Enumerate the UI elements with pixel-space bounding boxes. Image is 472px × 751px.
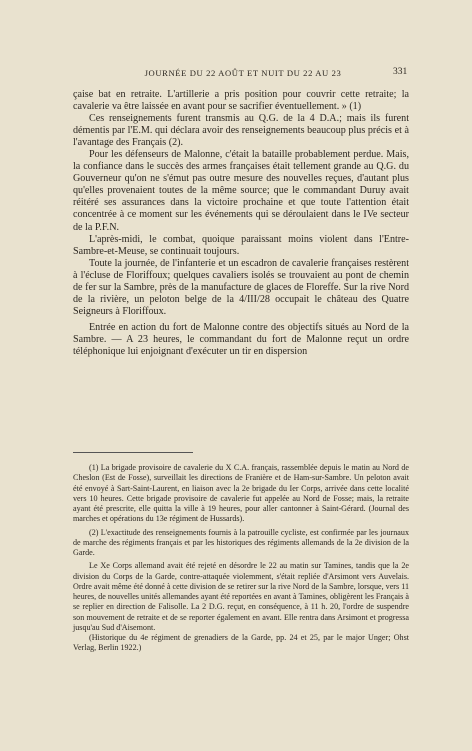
footnote: (2) L'exactitude des renseignements fournis à la patrouille cycliste, est confirmée par les journaux de marche des régiments français et par les historiques des régiments allemands de la 2e division de la Garde. [73,527,409,557]
paragraph: Pour les défenseurs de Malonne, c'était la bataille probablement perdue. Mais, la confiance dans le succès des armes françaises était tellement grande au Q.G. du Gouverneur qu'on ne s'émut pas outre mesure des nouvelles reçues, d'autant plus qu'elles provenaient toutes de la même source; que le commandant Duruy avait réitéré ses assurances dans la victoire prochaine et que toute l'attention était concentrée à ce moment sur les événements qui se déroulaient dans le IVe secteur de la P.F.N. [73,149,409,233]
footnote-rule [73,452,193,453]
page-number: 331 [393,67,408,77]
paragraph: Entrée en action du fort de Malonne contre des objectifs situés au Nord de la Sambre. — A 23 heures, le commandant du fort de Malonne reçut un ordre téléphonique lui enjoignant d'exécuter un tir en dispersion [73,321,409,357]
paragraph: L'après-midi, le combat, quoique paraissant moins violent dans l'Entre-Sambre-et-Meuse, se continuait toujours. [73,233,409,257]
paragraph: çaise bat en retraite. L'artillerie a pris position pour couvrir cette retraite; la cavalerie va être laissée en avant pour se sacrifier éventuellement. » (1) [73,89,409,113]
footnotes [73,452,409,654]
footnote: Le Xe Corps allemand avait été rejeté en désordre le 22 au matin sur Tamines, tandis que la 2e division du Corps de la Garde, contre-attaquée violemment, s'était repliée d'Arsimont vers Auvelais. Ordre avait même été donné à cette division de se retirer sur la rive Nord de la Sambre, lorsque, vers 11 heures, de nouvelles unités allemandes ayant été reportées en avant à Tamines, obligèrent les Français à se replier en direction de Falisolle. La 2 D.G. reçut, en conséquence, à 11 h. 20, l'ordre de suspendre son mouvement de retraite et de se reporter également en avant. Elle rentra dans Arsimont et progressa jusqu'au Sud d'Aisemont. [73,561,409,632]
paragraph: Toute la journée, de l'infanterie et un escadron de cavalerie françaises restèrent à l'écluse de Floriffoux; quelques cavaliers isolés se trouvaient au pont de chemin de fer sur la Sambre, près de la manufacture de glaces de Floreffe. Sur la rive Nord de la rivière, un peloton belge de la 4/III/28 occupait le château des Quatre Seigneurs à Floriffoux. [73,257,409,317]
running-header: JOURNÉE DU 22 AOÛT ET NUIT DU 22 AU 23 [144,68,342,78]
paragraph: Ces renseignements furent transmis au Q.G. de la 4 D.A.; mais ils furent démentis par l'E.M. qui déclara avoir des renseignements beaucoup plus précis et à l'avantage des Français (2). [73,113,409,149]
footnote: (1) La brigade provisoire de cavalerie du X C.A. français, rassemblée depuis le matin au Nord de Cheslon (Est de Fosse), surveillait les directions de Franière et de Ham-sur-Sambre. Un peloton avait été envoyé à Sart-Saint-Laurent, en liaison avec la 2e brigade du Ier Corps, arrivée dans cette localité vers 10 heures. Cette brigade provisoire de cavalerie fut appelée au Nord de Fosse; mais, la retraite ayant été prescrite, elle quitta la ville à 19 heures, pour aller cantonner à Saint-Gérard. (Journal des marches et opérations du 13e régiment de Hussards). [73,463,409,524]
main-text [73,89,409,358]
footnote: (Historique du 4e régiment de grenadiers de la Garde, pp. 24 et 25, par le major Unger; Ohst Verlag, Berlin 1922.) [73,633,409,653]
